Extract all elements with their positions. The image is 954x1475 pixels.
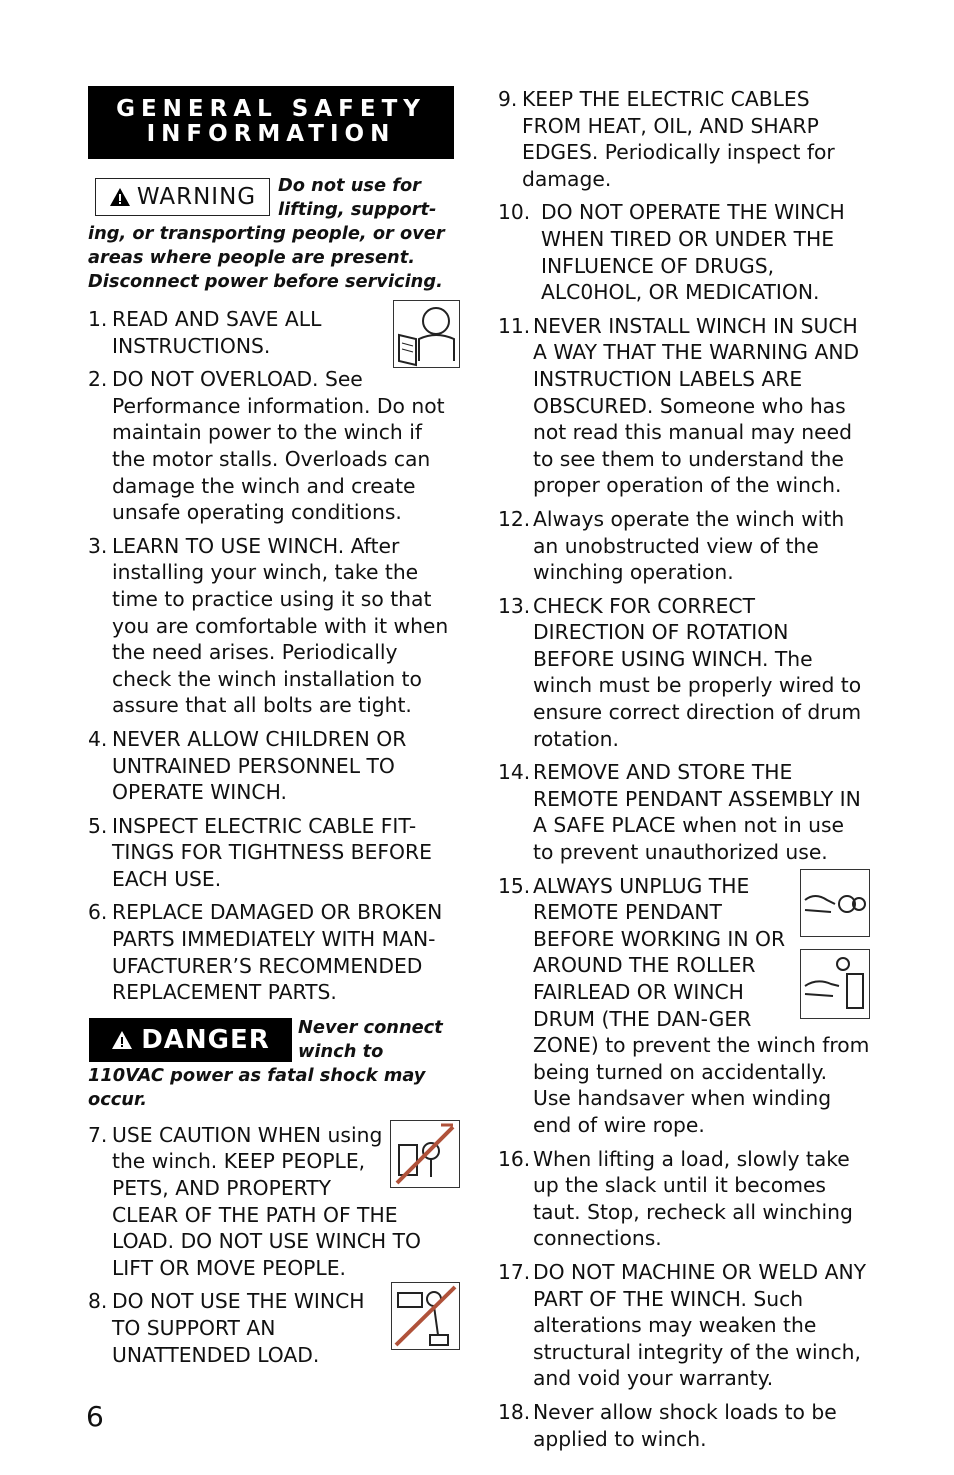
item-text: DO NOT USE THE WINCH TO SUPPORT AN UNATTENDED LOAD.: [112, 1289, 365, 1367]
item-text: READ AND SAVE ALL INSTRUCTIONS.: [112, 307, 322, 358]
danger-notice: [88, 1016, 460, 1112]
list-item: [498, 1399, 870, 1452]
item-number: 18.: [498, 1399, 531, 1424]
list-item: [498, 1146, 870, 1252]
danger-text: Never connect winch to 110VAC power as fatal shock may occur.: [88, 1016, 443, 1110]
list-item: [88, 366, 460, 526]
danger-triangle-icon: [111, 1030, 133, 1050]
list-item: [88, 899, 460, 1005]
right-column: [498, 86, 870, 1459]
list-item: [88, 533, 460, 719]
item-text: KEEP THE ELECTRIC CABLES FROM HEAT, OIL, AND SHARP EDGES. Periodically inspect for damage.: [522, 87, 835, 191]
item-number: 10.: [498, 200, 531, 225]
danger-badge-label: DANGER: [141, 1024, 270, 1055]
list-item: [498, 506, 870, 586]
item-number: 4.: [88, 726, 108, 751]
item-text: CHECK FOR CORRECT DIRECTION OF ROTATION BEFORE USING WINCH. The winch must be properly wired to ensure correct direction of drum rotation.: [533, 593, 862, 751]
item-number: 17.: [498, 1259, 531, 1284]
item-number: 16.: [498, 1146, 531, 1171]
item-number: 14.: [498, 760, 531, 785]
left-item-list-continued: [88, 1122, 460, 1368]
no-people-under-load-icon: [390, 1120, 460, 1188]
item-number: 9.: [498, 87, 518, 111]
list-item: [498, 1259, 870, 1392]
item-number: 7.: [88, 1122, 108, 1147]
item-number: 3.: [88, 533, 108, 558]
item-text: When lifting a load, slowly take up the slack until it becomes taut. Stop, recheck all winching connections.: [533, 1146, 853, 1251]
right-item-list: [498, 86, 870, 1452]
item-number: 1.: [88, 307, 108, 331]
hand-hazard-icons: [798, 873, 870, 1019]
item-text: Always operate the winch with an unobstructed view of the winching operation.: [533, 506, 845, 585]
list-item: [88, 813, 460, 893]
danger-badge: [89, 1018, 292, 1062]
item-text: REPLACE DAMAGED OR BROKEN PARTS IMMEDIATELY WITH MAN-UFACTURER’S RECOMMENDED REPLACEMENT PARTS.: [112, 900, 443, 1005]
header-line-1: GENERAL SAFETY: [116, 96, 426, 122]
left-column: [88, 86, 460, 1375]
list-item: [498, 873, 870, 1139]
item-number: 15.: [498, 873, 531, 898]
item-text: NEVER ALLOW CHILDREN OR UNTRAINED PERSONNEL TO OPERATE WINCH.: [112, 726, 407, 805]
list-item: [88, 306, 460, 359]
left-item-list: [88, 306, 460, 1006]
list-item: [498, 759, 870, 865]
item-number: 11.: [498, 313, 531, 338]
item-text: INSPECT ELECTRIC CABLE FIT-TINGS FOR TIGHTNESS BEFORE EACH USE.: [112, 813, 432, 891]
warning-text: Do not use for lifting, support-ing, or transporting people, or over areas where people are present. Disconnect power before servicing.: [88, 175, 445, 292]
warning-notice: [88, 174, 460, 294]
warning-badge-label: WARNING: [136, 184, 257, 210]
list-item: [498, 593, 870, 753]
item-number: 2.: [88, 367, 108, 392]
item-text: Never allow shock loads to be applied to winch.: [533, 1399, 837, 1451]
list-item: [498, 86, 870, 192]
item-text: LEARN TO USE WINCH. After installing your winch, take the time to practice using it so that you are comfortable with it when the need arises. Periodically check the winch installation to assure that all bolts are tight.: [112, 533, 449, 718]
list-item: [498, 199, 870, 305]
section-header: [88, 86, 454, 159]
item-text: DO NOT OPERATE THE WINCH WHEN TIRED OR UNDER THE INFLUENCE OF DRUGS, ALC0HOL, OR MEDICATION.: [541, 200, 845, 305]
list-item: [88, 726, 460, 806]
item-text: DO NOT MACHINE OR WELD ANY PART OF THE WINCH. Such alterations may weaken the structural integrity of the winch, and void your warranty.: [533, 1259, 867, 1391]
no-unattended-load-icon: [391, 1282, 460, 1350]
item-number: 12.: [498, 506, 531, 531]
item-text: USE CAUTION WHEN using the winch. KEEP PEOPLE, PETS, AND PROPERTY CLEAR OF THE PATH OF THE LOAD. DO NOT USE WINCH TO LIFT OR MOVE PEOPLE.: [112, 1122, 421, 1280]
item-text: ALWAYS UNPLUG THE REMOTE PENDANT BEFORE WORKING IN OR AROUND THE ROLLER FAIRLEAD OR WINCH DRUM (THE DAN-GER ZONE) to prevent the winch from being turned on accidentally. Use handsaver when winding end of wire rope.: [533, 873, 870, 1137]
list-item: [498, 313, 870, 499]
item-number: 8.: [88, 1289, 108, 1314]
warning-badge: [95, 178, 270, 216]
page-number: 6: [86, 1400, 104, 1433]
hand-near-drum-icon: [800, 949, 870, 1019]
list-item: [88, 1122, 460, 1282]
item-text: NEVER INSTALL WINCH IN SUCH A WAY THAT THE WARNING AND INSTRUCTION LABELS ARE OBSCURED. Someone who has not read this manual may need to see them to understand the proper operation of the winch.: [533, 313, 860, 498]
header-line-2: INFORMATION: [146, 121, 396, 147]
reading-manual-icon: [393, 300, 460, 368]
hand-near-hook-icon: [800, 869, 870, 937]
item-number: 5.: [88, 813, 108, 838]
item-text: REMOVE AND STORE THE REMOTE PENDANT ASSEMBLY IN A SAFE PLACE when not in use to prevent unauthorized use.: [533, 760, 861, 865]
item-text: DO NOT OVERLOAD. See Performance information. Do not maintain power to the winch if the motor stalls. Overloads can damage the winch and create unsafe operating conditions.: [112, 367, 445, 525]
warning-triangle-icon: [109, 187, 131, 207]
item-number: 13.: [498, 593, 531, 618]
list-item: [88, 1288, 460, 1368]
item-number: 6.: [88, 900, 108, 925]
